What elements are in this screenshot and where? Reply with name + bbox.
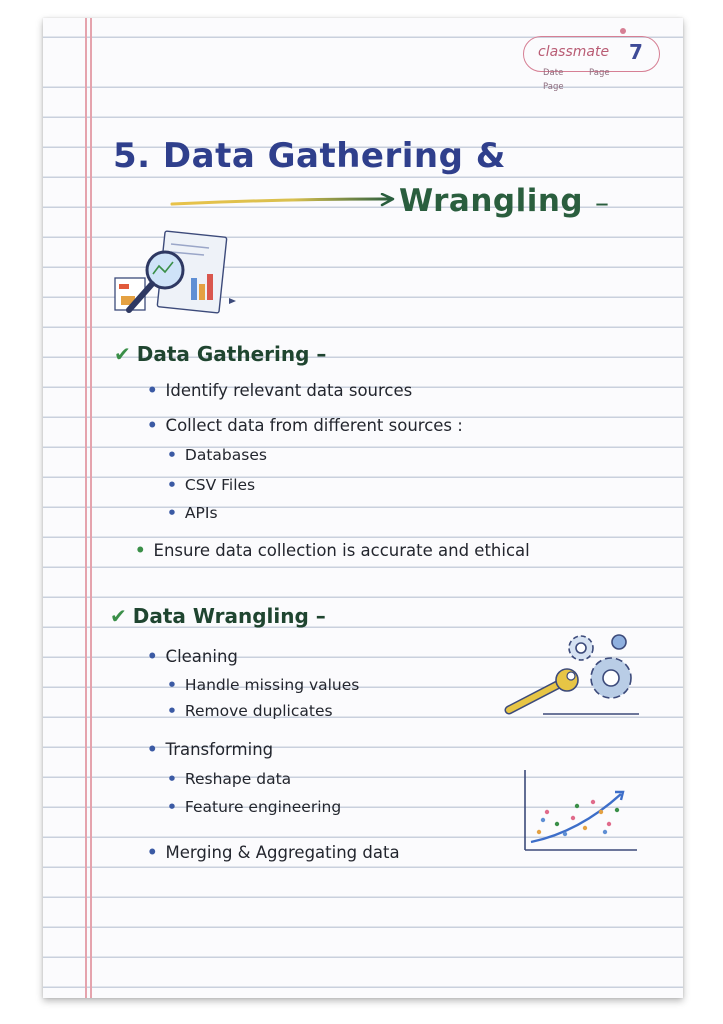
magnifier-report-icon xyxy=(109,230,241,320)
brand-name: classmate xyxy=(538,44,610,60)
list-item: • Merging & Aggregating data xyxy=(147,843,400,862)
list-item: • Ensure data collection is accurate and ethical xyxy=(135,541,530,560)
brand-number: 7 xyxy=(629,40,643,64)
page-label: Page xyxy=(589,68,610,78)
list-item: • Feature engineering xyxy=(167,798,342,816)
list-item: • Cleaning xyxy=(147,647,238,666)
wrench-gears-icon xyxy=(503,630,643,722)
subtitle-dash: – xyxy=(595,186,609,219)
list-item: • Identify relevant data sources xyxy=(147,381,413,400)
list-item: • Databases xyxy=(167,446,267,464)
arrow-icon xyxy=(170,193,400,209)
date-label: Date xyxy=(543,68,564,78)
notebook-page xyxy=(43,18,683,998)
list-item: • APIs xyxy=(167,504,218,522)
section-heading-data-wrangling: ✔ Data Wrangling – xyxy=(110,604,326,628)
list-item: • Remove duplicates xyxy=(167,702,333,720)
section-heading-data-gathering: ✔ Data Gathering – xyxy=(114,342,327,366)
page-subtitle: Wrangling xyxy=(399,183,584,219)
check-icon: ✔ xyxy=(114,342,131,366)
brand-badge xyxy=(523,36,660,72)
brand-dot-icon xyxy=(620,28,626,34)
list-item: • Collect data from different sources : xyxy=(147,416,463,435)
margin-line-left xyxy=(85,18,87,998)
page-title: 5. Data Gathering & xyxy=(113,136,506,176)
list-item: • Transforming xyxy=(147,740,274,759)
margin-line-right xyxy=(90,18,92,998)
list-item: • Reshape data xyxy=(167,770,292,788)
list-item: • CSV Files xyxy=(167,476,256,494)
check-icon: ✔ xyxy=(110,604,127,628)
list-item: • Handle missing values xyxy=(167,676,360,694)
scatter-trend-chart-icon xyxy=(517,766,641,858)
page-label-2: Page xyxy=(543,82,564,92)
